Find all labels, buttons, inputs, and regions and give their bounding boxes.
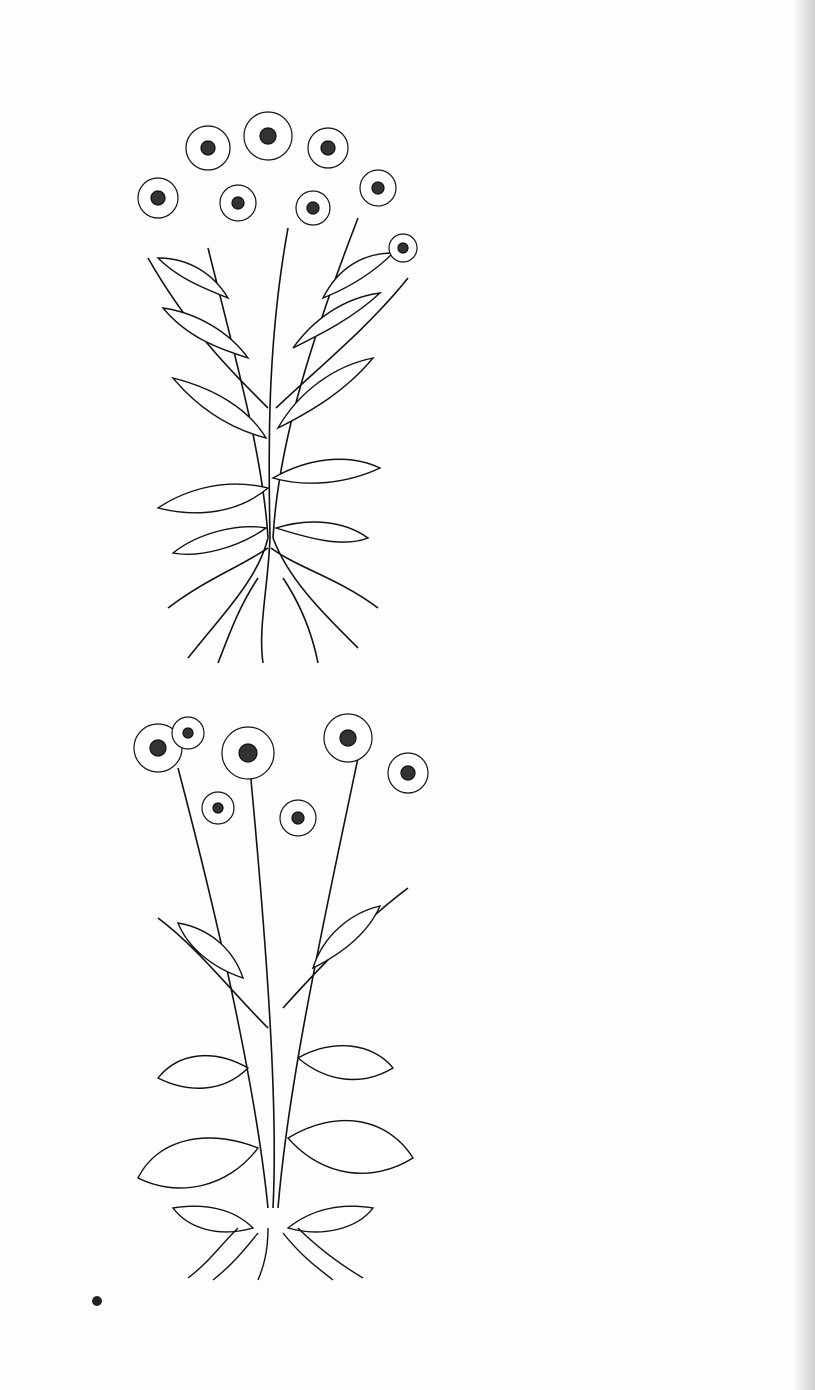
page-edge-shadow <box>793 0 815 1390</box>
doronicum-woodcut-illustration <box>118 708 434 1283</box>
ink-blot <box>92 1296 102 1306</box>
aster-woodcut-illustration <box>118 108 436 668</box>
page-header <box>118 52 678 84</box>
